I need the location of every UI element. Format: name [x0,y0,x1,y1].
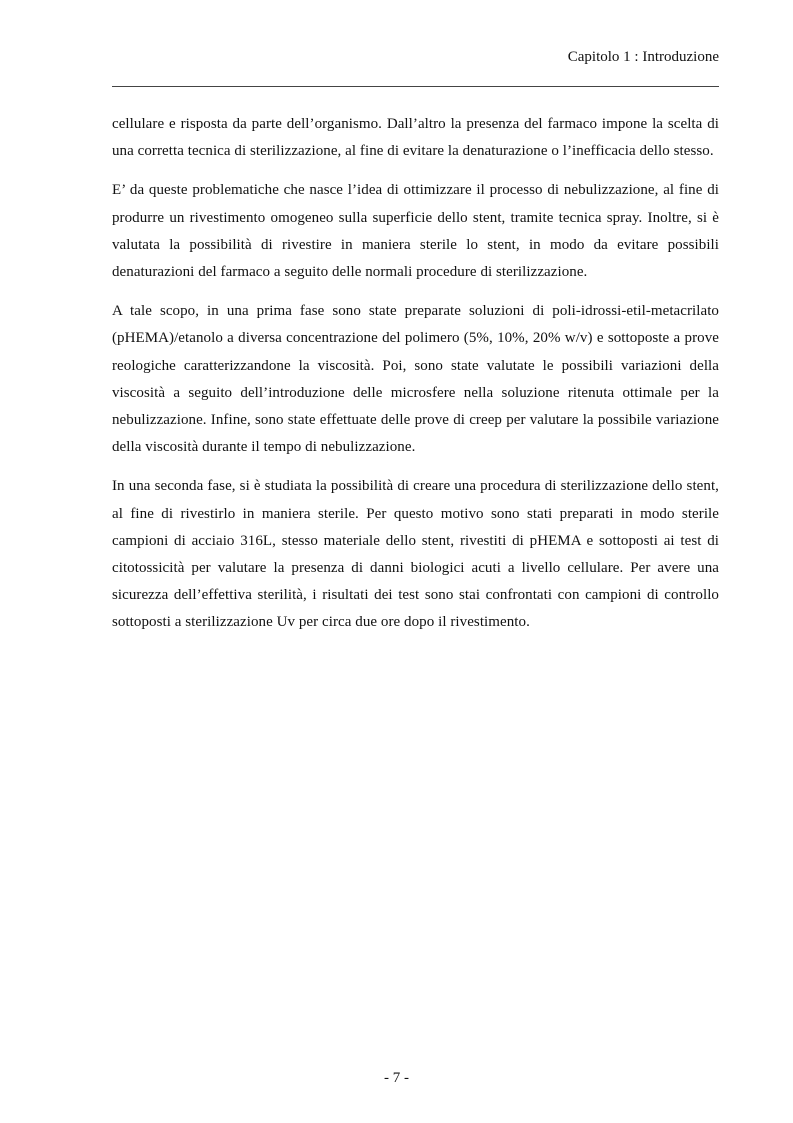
paragraph-4: In una seconda fase, si è studiata la possibilità di creare una procedura di sterilizzazione dello stent, al fine di rivestirlo in maniera sterile. Per questo motivo sono stati preparati in modo sterile campioni di acciaio 316L, stesso materiale dello stent, rivestiti di pHEMA e sottoposti ai test di citotossicità per valutare la presenza di danni biologici acuti a livello cellulare. Per avere una sicurezza dell’effettiva sterilità, i risultati dei test sono stai confrontati con campioni di controllo sottoposti a sterilizzazione Uv per circa due ore dopo il rivestimento. [112,478,719,631]
paragraph-1: cellulare e risposta da parte dell’organismo. Dall’altro la presenza del farmaco impone la scelta di una corretta tecnica di sterilizzazione, al fine di evitare la denaturazione o l’inefficacia dello stesso. [112,116,719,160]
paragraph-3: A tale scopo, in una prima fase sono state preparate soluzioni di poli-idrossi-etil-metacrilato (pHEMA)/etanolo a diversa concentrazione del polimero (5%, 10%, 20% w/v) e sottoposte a prove reologiche caratterizzandone la viscosità. Poi, sono state valutate le possibili variazioni della viscosità a seguito dell’introduzione delle microsfere nella soluzione ritenuta ottimale per la nebulizzazione. Infine, sono state effettuate delle prove di creep per valutare la possibile variazione della viscosità durante il tempo di nebulizzazione. [112,303,719,456]
page-number: - 7 - [384,1070,409,1086]
body-text [112,111,719,649]
header-rule [112,86,719,87]
running-header: Capitolo 1 : Introduzione [567,49,719,65]
paragraph-2: E’ da queste problematiche che nasce l’idea di ottimizzare il processo di nebulizzazione, al fine di produrre un rivestimento omogeneo sulla superficie dello stent, tramite tecnica spray. Inoltre, si è valutata la possibilità di rivestire in maniera sterile lo stent, in modo da evitare possibili denaturazioni del farmaco a seguito delle normali procedure di sterilizzazione. [112,182,719,281]
